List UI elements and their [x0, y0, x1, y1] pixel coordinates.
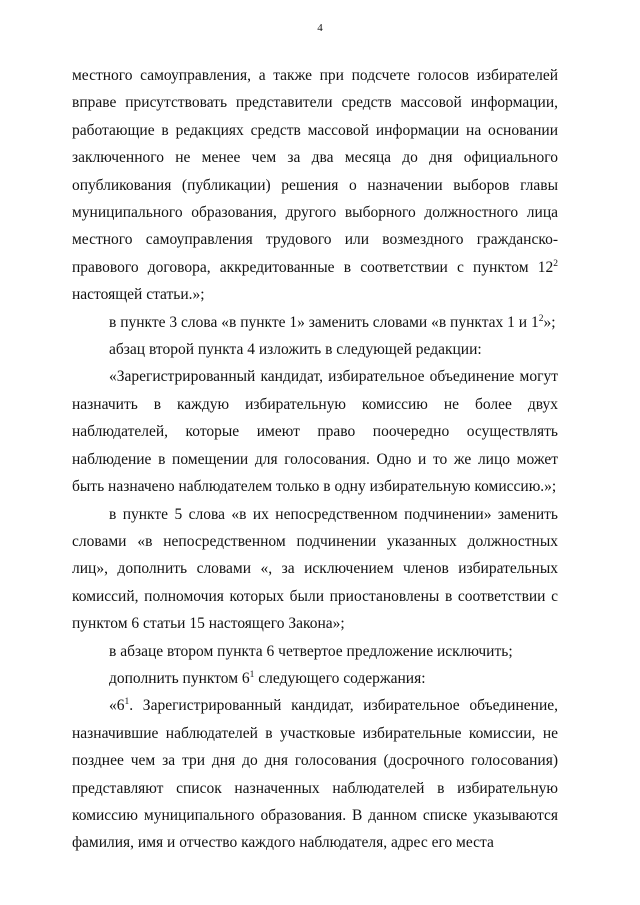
paragraph-text: «Зарегистрированный кандидат, избирательное объединение могут назначить в каждую избирательную комиссию не более двух наблюдателей, которые имеют право поочередно осуществлять наблюдение в помещении для голосования. Одно и то же лицо может быть назначено наблюдателем только в одну избирательную комиссию.»;	[72, 368, 558, 496]
superscript: 1	[124, 697, 130, 708]
paragraph-item-5-amendment	[72, 501, 558, 638]
paragraph-tail: »;	[543, 313, 556, 331]
superscript: 2	[553, 258, 558, 269]
paragraph-item-6-1-intro	[72, 665, 558, 692]
paragraph-tail: . Зарегистрированный кандидат, избирательное объединение, назначившие наблюдателей в участковые избирательные комиссии, не позднее чем за три дня до дня голосования (досрочного голосования) представляют список назначенных наблюдателей в избирательную комиссию муниципального образования. В данном списке указываются фамилия, имя и отчество каждого наблюдателя, адрес его места	[72, 697, 558, 852]
paragraph-text: в пункте 3 слова «в пункте 1» заменить словами «в пунктах 1 и 1	[109, 313, 539, 331]
paragraph-item-6-1-text	[72, 692, 558, 856]
paragraph-text: местного самоуправления, а также при подсчете голосов избирателей вправе присутствовать представители средств массовой информации, работающие в редакциях средств массовой информации на основании заключенного не менее чем за два месяца до дня официального опубликования (публикации) решения о назначении выборов главы муниципального образования, другого выборного должностного лица местного самоуправления трудового или возмездного гражданско-правового договора, аккредитованные в соответствии с пунктом 12	[72, 67, 558, 276]
paragraph-item-4-intro	[72, 336, 558, 363]
document-body	[72, 62, 558, 857]
paragraph-item-4-new-text	[72, 363, 558, 500]
paragraph-item-6-amendment	[72, 638, 558, 665]
paragraph-text: «6	[109, 697, 125, 715]
page-number: 4	[317, 22, 323, 34]
paragraph-text: в пункте 5 слова «в их непосредственном подчинении» заменить словами «в непосредственном подчинении указанных должностных лиц», дополнить словами «, за исключением членов избирательных комиссий, полномочия которых были приостановлены в соответствии с пунктом 6 статьи 15 настоящего Закона»;	[72, 505, 558, 633]
paragraph-tail: следующего содержания:	[254, 669, 426, 687]
superscript: 1	[249, 669, 255, 680]
paragraph-text: дополнить пунктом 6	[109, 669, 250, 687]
paragraph-tail: настоящей статьи.»;	[72, 286, 205, 304]
paragraph-text: абзац второй пункта 4 изложить в следующей редакции:	[109, 341, 482, 359]
paragraph-item-3-amendment	[72, 309, 558, 336]
paragraph-observers-media	[72, 62, 558, 309]
superscript: 2	[538, 313, 544, 324]
paragraph-text: в абзаце втором пункта 6 четвертое предложение исключить;	[109, 642, 513, 660]
